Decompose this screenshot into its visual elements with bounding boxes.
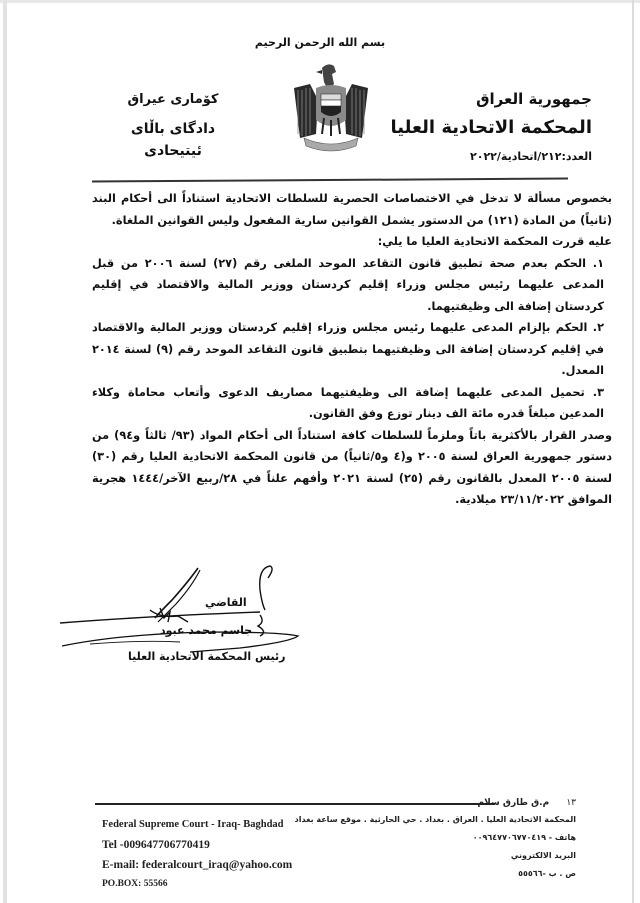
footer-arabic-contact xyxy=(295,795,576,883)
footer-court-name: Federal Supreme Court - Iraq- Baghdad xyxy=(102,819,284,830)
footer-email-label-arabic: البريد الالكتروني xyxy=(510,851,576,860)
footer-pobox: PO.BOX: 55566 xyxy=(102,879,168,889)
footer-email: E-mail: federalcourt_iraq@yahoo.com xyxy=(102,859,293,871)
signatory-position: رئيس المحكمة الاتحادية العليا xyxy=(128,650,286,663)
page-edge-top xyxy=(0,0,640,3)
republic-name-arabic: جمهورية العراق xyxy=(476,90,592,108)
signature-block xyxy=(60,560,310,670)
kurdish-letterhead xyxy=(108,90,238,162)
basmala: بسم الله الرحمن الرحيم xyxy=(254,36,386,49)
signatory-name: جاسم محمد عبود xyxy=(160,624,253,637)
decision-body xyxy=(92,188,612,511)
court-name-arabic: المحكمة الاتحادية العليا xyxy=(390,117,592,138)
footer-pobox-arabic: ص . ب -٥٥٥٦٦ xyxy=(518,869,576,878)
signatory-title: القاضي xyxy=(205,596,247,609)
footer-phone-arabic: هاتف - ٠٠٩٦٤٧٧٠٦٧٧٠٤١٩ xyxy=(472,833,576,842)
eagle-emblem-icon xyxy=(288,60,374,152)
page-number: ١٣ xyxy=(566,798,576,808)
footer-address-arabic: المحكمة الاتحادية العليا . العراق . بغداد . حي الحارثية . موقع ساعة بغداد xyxy=(294,815,576,824)
document-number: العدد:٢١٢/اتحادية/٢٠٢٢ xyxy=(470,150,592,163)
clerk-name: م.ق طارق سلام xyxy=(477,798,550,808)
footer-reference xyxy=(295,795,576,811)
header-divider xyxy=(92,178,568,183)
page-edge-left xyxy=(3,0,7,903)
page-edge-right xyxy=(632,0,634,903)
republic-name-kurdish: کۆماری عیراق xyxy=(127,92,219,107)
court-name-kurdish: دادگای باڵای ئیتیحادی xyxy=(130,121,216,159)
decision-item-3: ٣. تحميل المدعى عليهما إضافة الى وظيفتيهما مصاريف الدعوى وأتعاب محاماة وكلاء المدعين مبلغاً قدره مائة الف دينار توزع وفق القانون. xyxy=(92,385,604,420)
decision-item-2: ٢. الحكم بإلزام المدعى عليهما رئيس مجلس وزراء إقليم كردستان ووزير المالية والاقتصاد في إقليم كردستان إضافة الى وظيفتيهما بتطبيق قانون التقاعد الموحد رقم (٩) لسنة ٢٠١٤ المعدل. xyxy=(92,321,604,377)
decision-lead: عليه قررت المحكمة الاتحادية العليا ما يلي: xyxy=(377,235,612,248)
arabic-letterhead xyxy=(391,88,592,166)
closing-paragraph: وصدر القرار بالأكثرية باتاً وملزماً للسلطات كافة استناداً الى أحكام المواد (٩٣/ ثالثاً و٩٤) من دستور جمهورية العراق لسنة ٢٠٠٥ و(٤ و٥/ثانياً) من قانون المحكمة الاتحادية العليا رقم (٣٠) لسنة ٢٠٠٥ المعدل بالقانون رقم (٢٥) لسنة ٢٠٢١ وأفهم علناً في ٢٨/ربيع الآخر/١٤٤٤ هجرية الموافق ٢٣/١١/٢٠٢٢ ميلادية. xyxy=(92,428,613,506)
footer-english-contact xyxy=(102,815,292,893)
decision-item-1: ١. الحكم بعدم صحة تطبيق قانون التقاعد الموحد الملغى رقم (٢٧) لسنة ٢٠٠٦ من قبل المدعى عليهما رئيس مجلس وزراء إقليم كردستان ووزير المالية والاقتصاد في إقليم كردستان إضافة الى وظيفتيهما. xyxy=(92,256,604,313)
intro-paragraph: بخصوص مسألة لا تدخل في الاختصاصات الحصرية للسلطات الاتحادية استناداً الى أحكام البند (ثانياً) من المادة (١٢١) من الدستور يشمل القوانين سارية المفعول وليس القوانين الملغاة. xyxy=(92,192,612,227)
footer-phone: Tel -009647706770419 xyxy=(102,839,210,851)
